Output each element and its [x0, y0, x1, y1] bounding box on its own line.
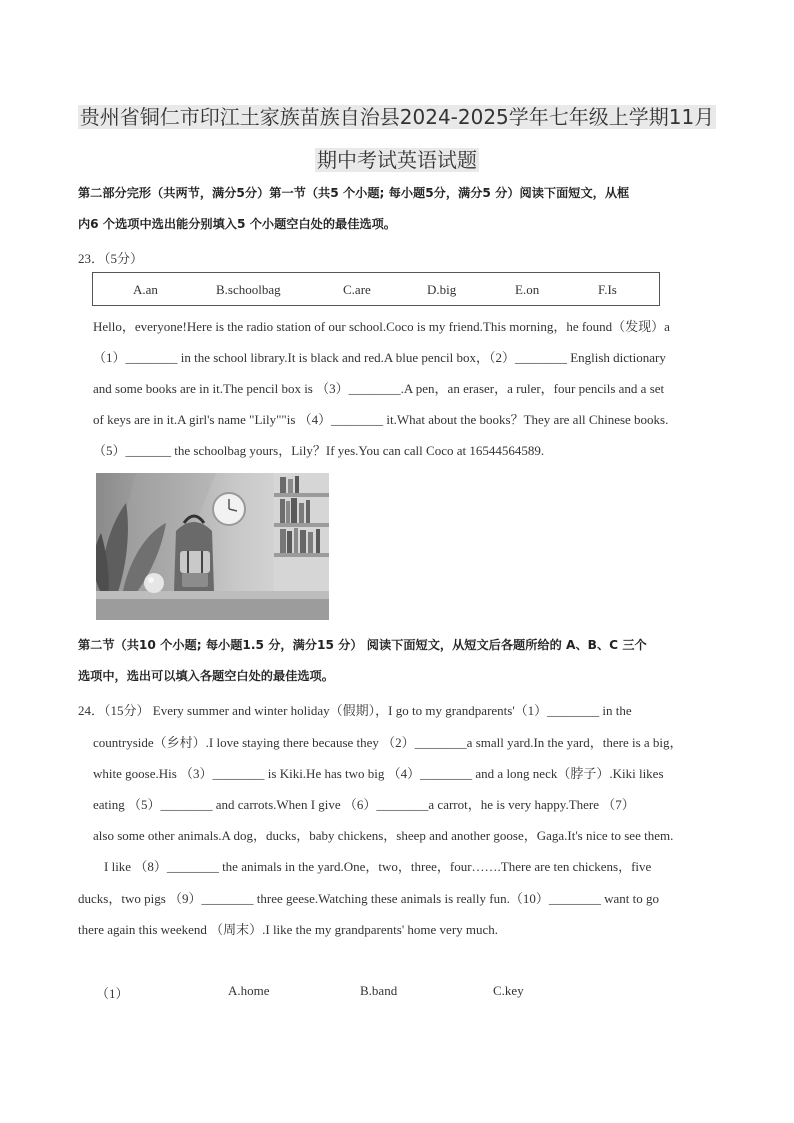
passage-line: （5）_______ the schoolbag yours，Lily？If yes.You can call Coco at 16544564589. [93, 443, 545, 458]
options-box [92, 272, 660, 306]
section2-instructions-line2: 选项中，选出可以填入各题空白处的最佳选项。 [78, 669, 334, 683]
passage-line: （1）________ in the school library.It is black and red.A blue pencil box，（2）________ English dictionary [93, 350, 666, 365]
option-b: B.schoolbag [216, 282, 281, 297]
answer-option-b: B.band [360, 983, 398, 998]
option-f: F.Is [598, 282, 617, 297]
section2-instructions-line1: 第二节（共10 个小题; 每小题1.5 分，满分15 分） 阅读下面短文，从短文后各题所给的 A、B、C 三个 [78, 638, 647, 652]
document-title-line1: 贵州省铜仁市印江土家族苗族自治县2024-2025学年七年级上学期11月 [79, 105, 715, 129]
option-e: E.on [515, 282, 540, 297]
question-23-number: 23．（5分） [78, 251, 144, 266]
passage-line: and some books are in it.The pencil box is （3）________.A pen，an eraser，a ruler，four pencils and a set [93, 381, 665, 396]
option-d: D.big [427, 282, 457, 297]
passage-line: white goose.His （3）________ is Kiki.He has two big （4）________ and a long neck（脖子）.Kiki likes [93, 766, 664, 781]
answer-number: （1） [96, 986, 129, 1001]
schoolbag-illustration [96, 473, 329, 620]
section2-instructions [78, 630, 728, 692]
document-title-line2: 期中考试英语试题 [317, 148, 477, 172]
part2-instructions-line2: 内6 个选项中选出能分别填入5 个小题空白处的最佳选项。 [78, 217, 396, 231]
passage-line: I like （8）________ the animals in the yard.One，two，three，four…….There are ten chickens，five [104, 859, 652, 874]
passage-line: countryside（乡村）.I love staying there because they （2）________a small yard.In the yard，there is a big， [93, 735, 683, 750]
passage-line: also some other animals.A dog，ducks，baby chickens，sheep and another goose，Gaga.It's nice to see them. [93, 828, 674, 843]
option-c: C.are [343, 282, 371, 297]
passage-line: of keys are in it.A girl's name "Lily""is （4）________ it.What about the books？They are all Chinese books. [93, 412, 669, 427]
part2-instructions-line1: 第二部分完形（共两节，满分5分）第一节（共5 个小题; 每小题5分，满分5 分）阅读下面短文，从框 [78, 186, 630, 200]
passage-line: eating （5）________ and carrots.When I give （6）________a carrot，he is very happy.There （7） [93, 797, 635, 812]
passage-line: there again this weekend （周末）.I like the my grandparents' home very much. [78, 922, 499, 937]
passage-line: 24．（15分） Every summer and winter holiday（假期），I go to my grandparents'（1）________ in the [78, 703, 632, 718]
answer-option-c: C.key [493, 983, 524, 998]
answer-option-a: A.home [228, 983, 270, 998]
part2-instructions [78, 178, 728, 240]
passage-line: Hello，everyone!Here is the radio station of our school.Coco is my friend.This morning，he found（发现）a [93, 319, 670, 334]
passage-line: ducks，two pigs （9）________ three geese.Watching these animals is really fun.（10）________ want to go [78, 891, 659, 906]
option-a: A.an [133, 282, 158, 297]
